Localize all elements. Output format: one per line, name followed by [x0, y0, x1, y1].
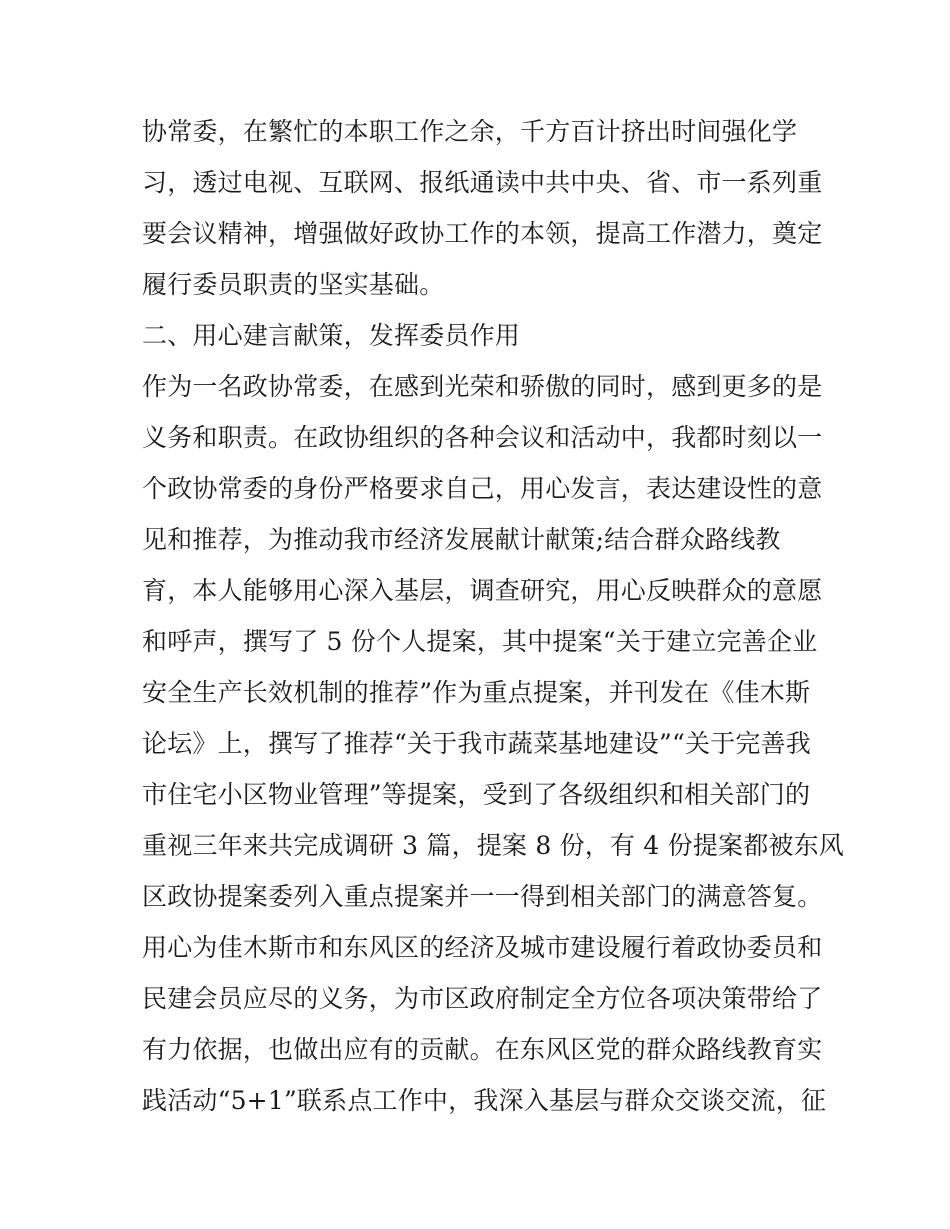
- text-line: 重视三年来共完成调研 3 篇，提案 8 份，有 4 份提案都被东风: [142, 831, 845, 860]
- text-line: 有力依据，也做出应有的贡献。在东风区党的群众路线教育实: [142, 1035, 823, 1064]
- text-line: 习，透过电视、互联网、报纸通读中共中央、省、市一系列重: [142, 168, 823, 197]
- text-line: 义务和职责。在政协组织的各种会议和活动中，我都时刻以一: [142, 423, 823, 452]
- text-line: 要会议精神，增强做好政协工作的本领，提高工作潜力，奠定: [142, 219, 823, 248]
- text-line: 安全生产长效机制的推荐”作为重点提案，并刊发在《佳木斯: [142, 678, 811, 707]
- text-line: 个政协常委的身份严格要求自己，用心发言，表达建设性的意: [142, 474, 823, 503]
- text-line: 履行委员职责的坚实基础。: [142, 270, 445, 299]
- section-heading: 二、用心建言献策，发挥委员作用: [142, 321, 521, 350]
- text-line: 协常委，在繁忙的本职工作之余，千方百计挤出时间强化学: [142, 117, 798, 146]
- text-line: 践活动“5+1”联系点工作中，我深入基层与群众交谈交流，征: [142, 1086, 827, 1115]
- text-line: 民建会员应尽的义务，为市区政府制定全方位各项决策带给了: [142, 984, 823, 1013]
- text-line: 见和推荐，为推动我市经济发展献计献策;结合群众路线教: [142, 525, 781, 554]
- text-line: 用心为佳木斯市和东风区的经济及城市建设履行着政协委员和: [142, 933, 823, 962]
- text-line: 和呼声，撰写了 5 份个人提案，其中提案“关于建立完善企业: [142, 627, 818, 656]
- text-line: 市住宅小区物业管理”等提案，受到了各级组织和相关部门的: [142, 780, 811, 809]
- text-line: 区政协提案委列入重点提案并一一得到相关部门的满意答复。: [142, 882, 823, 911]
- text-line: 作为一名政协常委，在感到光荣和骄傲的同时，感到更多的是: [142, 372, 823, 401]
- text-line: 论坛》上，撰写了推荐“关于我市蔬菜基地建设”“关于完善我: [142, 729, 811, 758]
- body-text: [142, 106, 845, 1126]
- text-line: 育，本人能够用心深入基层，调查研究，用心反映群众的意愿: [142, 576, 823, 605]
